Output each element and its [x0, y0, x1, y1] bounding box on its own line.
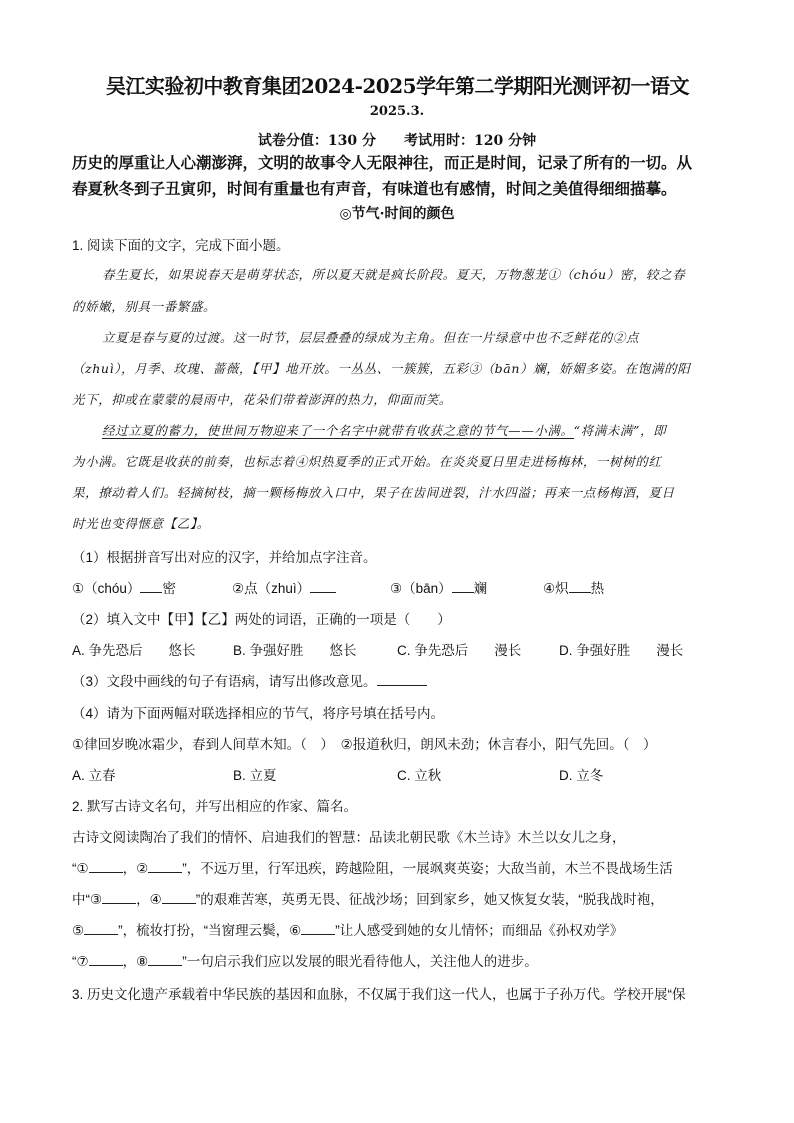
q2-stem: 2. 默写古诗文名句，并写出相应的作家、篇名。: [72, 799, 358, 814]
passage-p2-a: 立夏是春与夏的过渡。这一时节，层层叠叠的绿成为主角。但在一片绿意中也不乏鲜花的②点: [102, 330, 640, 345]
q1-sub1-item-3: ③（bān） 斓: [390, 581, 488, 596]
answer-blank[interactable]: [310, 592, 336, 593]
answer-blank[interactable]: [89, 965, 123, 966]
answer-blank[interactable]: [301, 934, 335, 935]
exam-date: 2025.3.: [369, 104, 425, 119]
answer-blank[interactable]: [569, 592, 591, 593]
q1-sub4-option-a[interactable]: A. 立春: [72, 768, 116, 783]
q1-sub1-stem: （1）根据拼音写出对应的汉字，并给加点字注音。: [72, 550, 377, 565]
passage-p2-c: 光下，抑或在蒙蒙的晨雨中，花朵们带着澎湃的热力，仰面而笑。: [72, 392, 452, 407]
answer-blank[interactable]: [84, 934, 118, 935]
q1-sub4-stem: （4）请为下面两幅对联选择相应的节气，将序号填在括号内。: [72, 706, 445, 721]
passage-p3-d: 时光也变得惬意【乙】。: [72, 516, 210, 531]
passage-p3-a-rest: “将满未满”，即: [573, 423, 667, 438]
q2-line-3: 中“③ ，④ ”的艰难苦寒，英勇无畏、征战沙场；回到家乡，她又恢复女装，“脱我战时袍，: [72, 892, 664, 907]
passage-p3-b: 为小满。它既是收获的前奏，也标志着④炽热夏季的正式开始。在炎炎夏日里走进杨梅林，一树树的红: [72, 454, 662, 469]
q1-sub4-option-d[interactable]: D. 立冬: [559, 768, 604, 783]
q2-line-4: ⑤ ”，梳妆打扮，“当窗理云鬓，⑥ ”让人感受到她的女儿情怀；而细品《孙权劝学》: [72, 923, 624, 938]
passage-p2-b: （zhuì），月季、玫瑰、蔷薇，【甲】地开放。一丛丛、一簇簇，五彩③（bān）斓，娇媚多姿。在饱满的阳: [72, 361, 691, 376]
answer-blank[interactable]: [162, 903, 196, 904]
q1-sub1-item-2: ②点（zhuì）: [232, 577, 336, 597]
exam-meta: 试卷分值：130 分 考试用时：120 分钟: [257, 133, 537, 149]
exam-title: 吴江实验初中教育集团2024-2025学年第二学期阳光测评初一语文: [105, 74, 690, 98]
q1-sub2-option-d[interactable]: D. 争强好胜 漫长: [559, 643, 684, 658]
answer-blank[interactable]: [89, 872, 123, 873]
q1-sub1-item-4: ④炽 热: [543, 581, 605, 596]
answer-blank[interactable]: [452, 592, 474, 593]
intro-line-1: 历史的厚重让人心潮澎湃，文明的故事令人无限神往，而正是时间，记录了所有的一切。从: [72, 153, 693, 172]
q2-line-5: “⑦ ，⑧ ”一句启示我们应以发展的眼光看待他人，关注他人的进步。: [72, 954, 538, 969]
underlined-sentence: 经过立夏的蓄力，使世间万物迎来了一个名字中就带有收获之意的节气——小满。: [102, 423, 574, 438]
answer-blank[interactable]: [148, 872, 182, 873]
q3-stem: 3. 历史文化遗产承载着中华民族的基因和血脉，不仅属于我们这一代人，也属于子孙万代。学校开展“保: [72, 987, 686, 1002]
q1-sub2-option-c[interactable]: C. 争先恐后 漫长: [397, 643, 522, 658]
q1-sub4-option-b[interactable]: B. 立夏: [233, 768, 277, 783]
q1-sub2-stem: （2）填入文中【甲】【乙】两处的词语，正确的一项是（ ）: [72, 612, 451, 627]
answer-blank[interactable]: [377, 685, 427, 686]
section-title: ◎节气·时间的颜色: [339, 206, 455, 222]
q2-line-2: “① ，② ”，不远万里，行军迅疾，跨越险阻，一展飒爽英姿；大敌当前，木兰不畏战场生活: [72, 861, 673, 876]
q1-sub3: （3）文段中画线的句子有语病，请写出修改意见。: [72, 670, 724, 690]
q1-stem: 1. 阅读下面的文字，完成下面小题。: [72, 238, 290, 253]
answer-blank[interactable]: [148, 965, 182, 966]
q1-sub2-option-a[interactable]: A. 争先恐后 悠长: [72, 643, 196, 658]
passage-p1-b: 的娇嫩，别具一番繁盛。: [72, 299, 217, 314]
intro-line-2: 春夏秋冬到子丑寅卯，时间有重量也有声音，有味道也有感情，时间之美值得细细描摹。: [72, 179, 677, 198]
answer-blank[interactable]: [102, 903, 136, 904]
passage-p1-a: 春生夏长，如果说春天是萌芽状态，所以夏天就是疯长阶段。夏天，万物葱茏①（chóu）密，较之春: [102, 267, 686, 282]
q1-sub4-option-c[interactable]: C. 立秋: [397, 768, 442, 783]
q1-sub1-item-1: ①（chóu） 密: [72, 581, 176, 596]
passage-p3-c: 果，撩动着人们。轻摘树枝，摘一颗杨梅放入口中，果子在齿间迸裂，汁水四溢；再来一点杨梅酒，夏日: [72, 485, 675, 500]
q1-sub4-couplets: ①律回岁晚冰霜少，春到人间草木知。（ ） ②报道秋归，朗风未劲；休言春小，阳气先回。（ ）: [72, 737, 657, 752]
q1-sub2-option-b[interactable]: B. 争强好胜 悠长: [233, 643, 357, 658]
answer-blank[interactable]: [140, 592, 162, 593]
passage-p3-a: [102, 421, 752, 439]
q2-line-1: 古诗文阅读陶冶了我们的情怀、启迪我们的智慧：品读北朝民歌《木兰诗》木兰以女儿之身，: [72, 830, 626, 845]
